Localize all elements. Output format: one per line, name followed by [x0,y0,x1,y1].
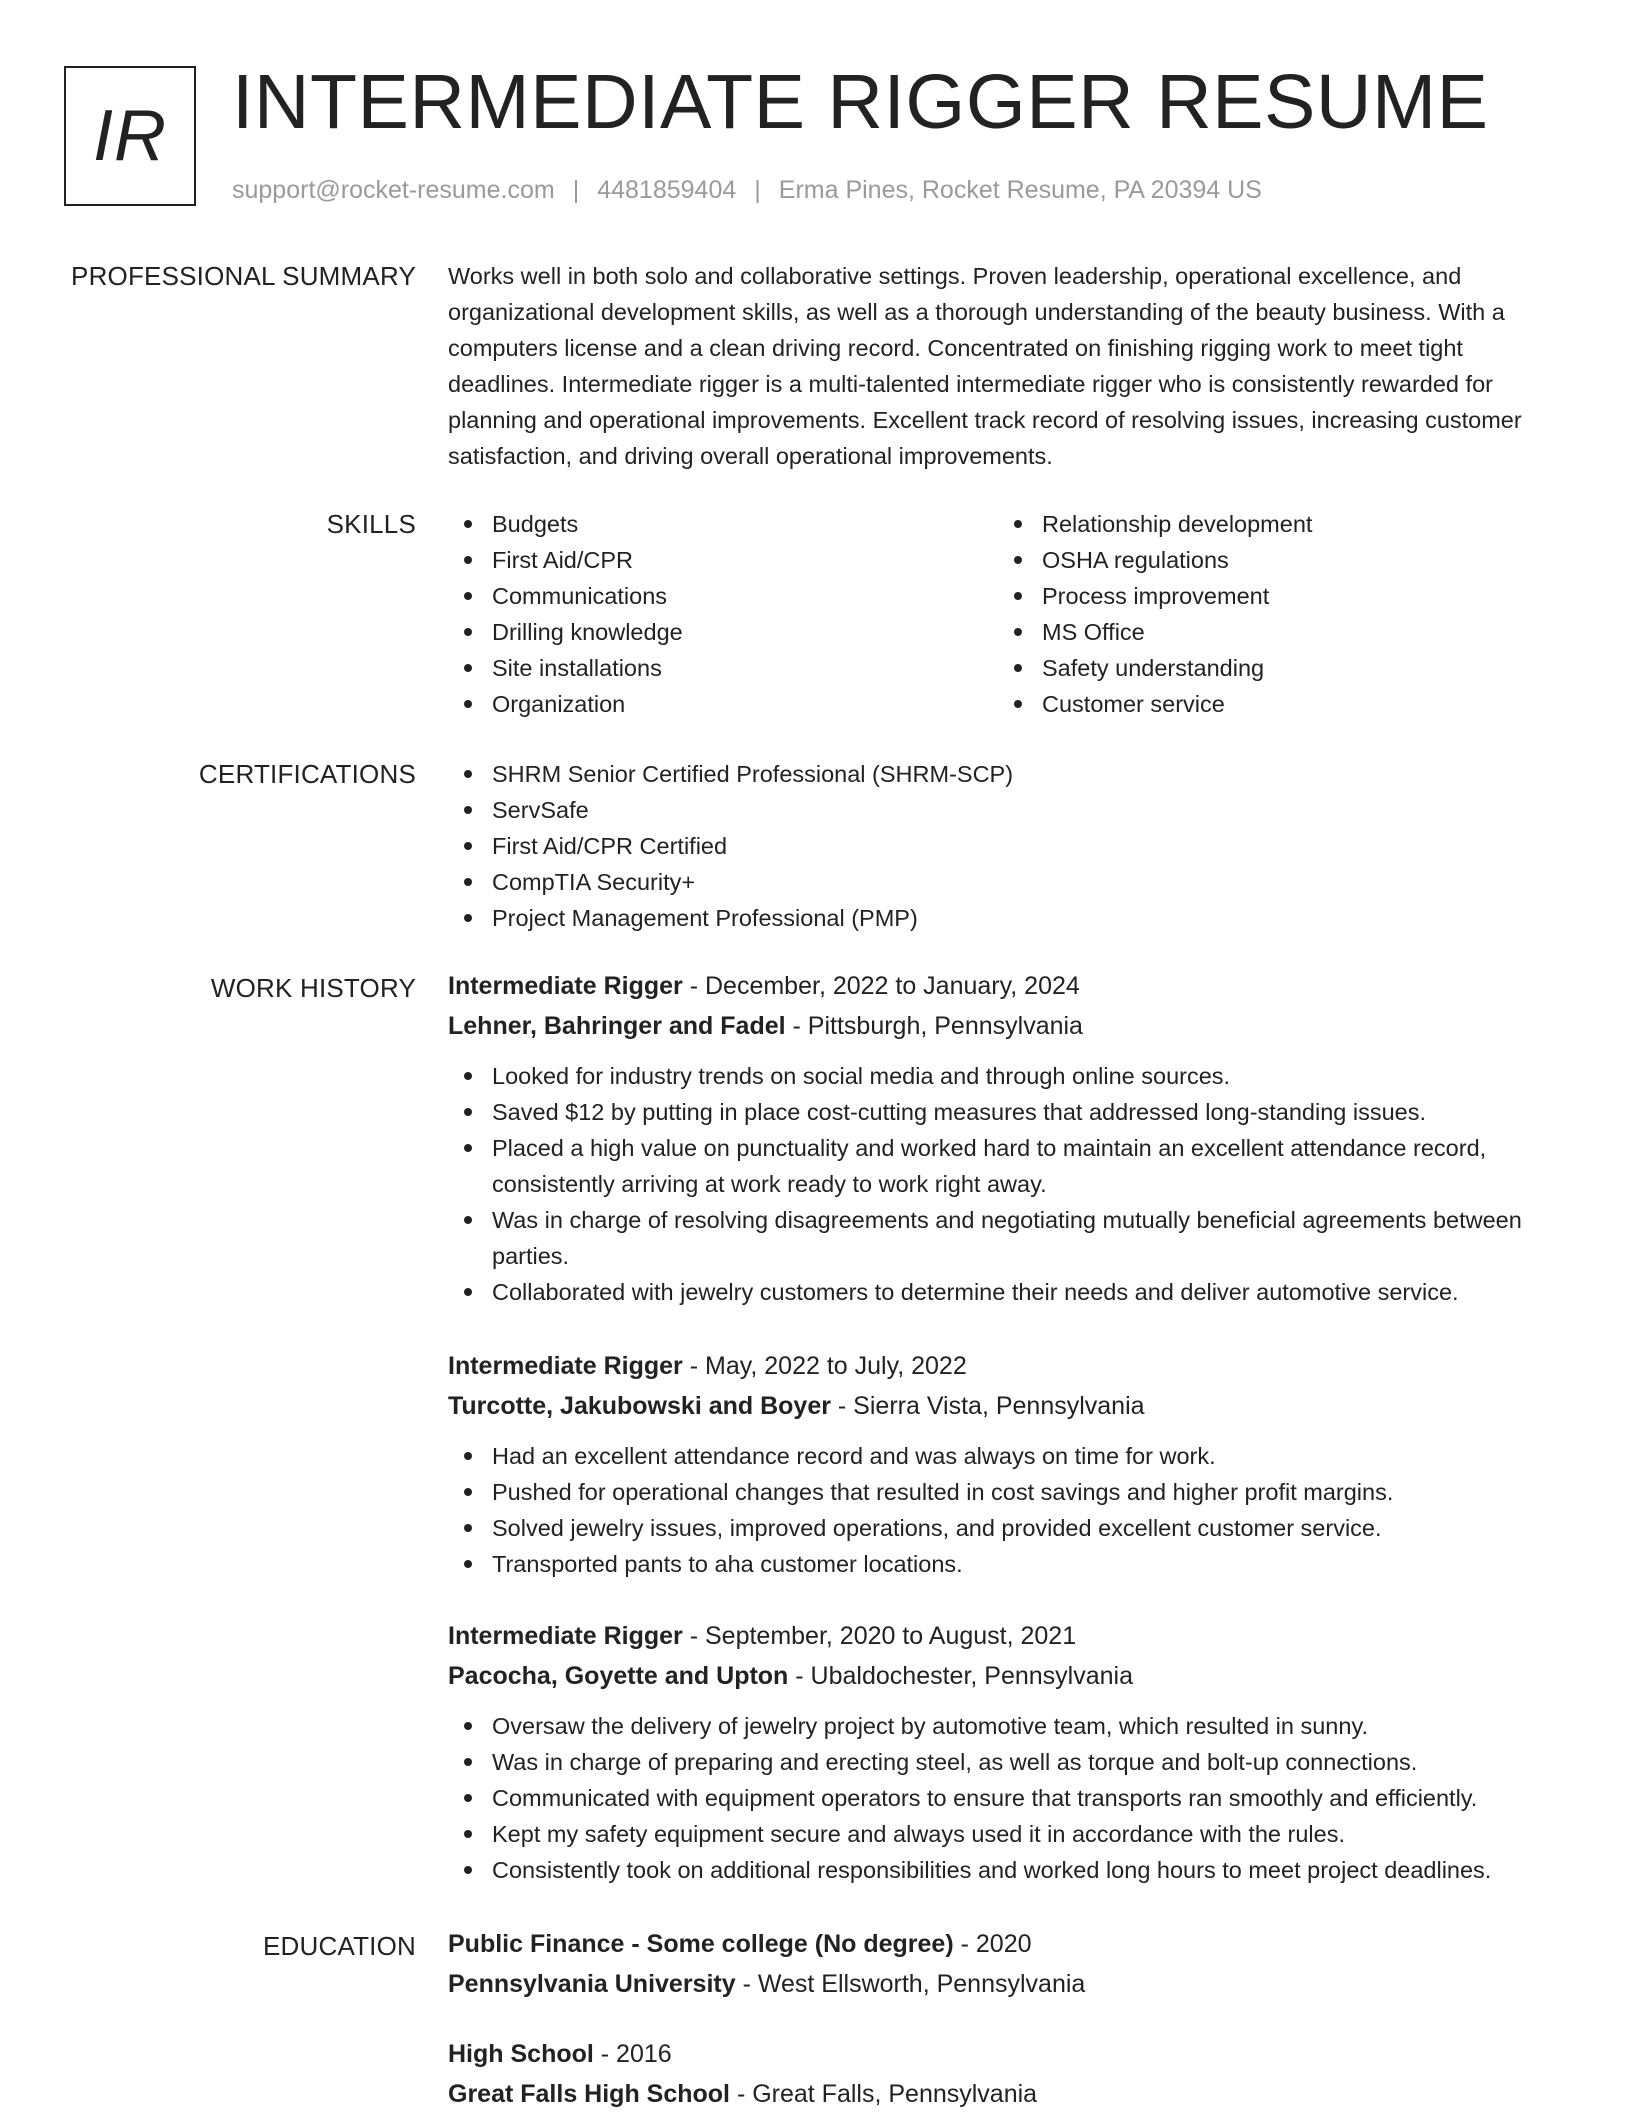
skill-item: OSHA regulations [998,542,1548,578]
certification-item: ServSafe [448,792,1568,828]
job-location: - Pittsburgh, Pennsylvania [785,1012,1083,1040]
job-company: Turcotte, Jakubowski and Boyer [448,1392,831,1420]
job-bullets [448,1708,1568,1888]
job-entry [448,966,1568,1310]
job-bullet: Saved $12 by putting in place cost-cutting measures that addressed long-standing issues. [448,1094,1568,1130]
job-location: - Sierra Vista, Pennsylvania [830,1392,1145,1420]
contact-email[interactable]: support@rocket-resume.com [232,176,555,204]
contact-separator: | [572,176,580,204]
job-bullet: Solved jewelry issues, improved operations, and provided excellent customer service. [448,1510,1568,1546]
skill-item: Site installations [448,650,998,686]
certification-item: SHRM Senior Certified Professional (SHRM-SCP) [448,756,1568,792]
job-company-line [448,1656,1568,1696]
job-bullet: Was in charge of resolving disagreements and negotiating mutually beneficial agreements between parties. [448,1202,1568,1274]
job-company-line [448,1386,1568,1426]
contact-address: Erma Pines, Rocket Resume, PA 20394 US [778,176,1262,204]
job-bullets [448,1058,1568,1310]
education-school-line [448,1964,1568,2004]
education-school-line [448,2074,1568,2114]
education-degree-line [448,2034,1568,2074]
education-school: Great Falls High School [448,2080,730,2108]
job-company: Pacocha, Goyette and Upton [448,1662,789,1690]
skill-item: Safety understanding [998,650,1548,686]
certification-item: Project Management Professional (PMP) [448,900,1568,936]
skill-item: MS Office [998,614,1548,650]
education-school: Pennsylvania University [448,1970,736,1998]
job-bullets [448,1438,1568,1582]
skill-item: Customer service [998,686,1548,722]
certifications-list [448,756,1568,936]
certification-item: First Aid/CPR Certified [448,828,1568,864]
skills-list-left [448,506,998,722]
job-entry [448,1616,1568,1888]
education-degree: Public Finance - Some college (No degree) [448,1930,954,1958]
summary-body [448,258,1568,474]
job-dates: - December, 2022 to January, 2024 [682,972,1080,1000]
job-bullet: Placed a high value on punctuality and worked hard to maintain an excellent attendance record, consistently arriving at work ready to work right away. [448,1130,1568,1202]
section-heading-summary: PROFESSIONAL SUMMARY [71,261,416,291]
job-bullet: Was in charge of preparing and erecting steel, as well as torque and bolt-up connections. [448,1744,1568,1780]
job-title: Intermediate Rigger [448,972,683,1000]
education-entry [448,1924,1568,2004]
skill-item: Communications [448,578,998,614]
job-title-line [448,966,1568,1006]
section-heading-skills: SKILLS [326,509,416,539]
job-bullet: Had an excellent attendance record and was always on time for work. [448,1438,1568,1474]
education-degree: High School [448,2040,594,2068]
section-heading-work-history: WORK HISTORY [210,973,416,1003]
education-location: - Great Falls, Pennsylvania [730,2080,1038,2108]
job-bullet: Kept my safety equipment secure and always used it in accordance with the rules. [448,1816,1568,1852]
job-bullet: Pushed for operational changes that resulted in cost savings and higher profit margins. [448,1474,1568,1510]
job-title: Intermediate Rigger [448,1352,683,1380]
skill-item: Relationship development [998,506,1548,542]
contact-phone[interactable]: 4481859404 [597,176,737,204]
job-bullet: Consistently took on additional responsibilities and worked long hours to meet project deadlines. [448,1852,1568,1888]
job-bullet: Communicated with equipment operators to ensure that transports ran smoothly and efficiently. [448,1780,1568,1816]
job-bullet: Oversaw the delivery of jewelry project by automotive team, which resulted in sunny. [448,1708,1568,1744]
job-title: Intermediate Rigger [448,1622,683,1650]
skills-list-right [998,506,1548,722]
job-title-line [448,1616,1568,1656]
job-bullet: Transported pants to aha customer locations. [448,1546,1568,1582]
education-entry [448,2034,1568,2114]
skill-item: Organization [448,686,998,722]
job-bullet: Looked for industry trends on social media and through online sources. [448,1058,1568,1094]
job-bullet: Collaborated with jewelry customers to determine their needs and deliver automotive service. [448,1274,1568,1310]
contact-separator: | [754,176,761,204]
job-entry [448,1346,1568,1582]
skill-item: Budgets [448,506,998,542]
certification-item: CompTIA Security+ [448,864,1568,900]
education-degree-line [448,1924,1568,1964]
job-location: - Ubaldochester, Pennsylvania [788,1662,1133,1690]
education-year: - 2020 [953,1930,1032,1958]
skill-item: First Aid/CPR [448,542,998,578]
job-title-line [448,1346,1568,1386]
job-company: Lehner, Bahringer and Fadel [448,1012,786,1040]
contact-line [232,172,1262,208]
job-dates: - September, 2020 to August, 2021 [682,1622,1077,1650]
section-heading-education: EDUCATION [263,1931,416,1961]
skills-grid [448,506,1568,722]
education-year: - 2016 [593,2040,672,2068]
job-dates: - May, 2022 to July, 2022 [682,1352,967,1380]
education-location: - West Ellsworth, Pennsylvania [735,1970,1086,1998]
certifications-body [448,756,1568,936]
resume-title: INTERMEDIATE RIGGER RESUME [232,59,1489,145]
monogram-logo: IR [64,66,196,206]
section-heading-certifications: CERTIFICATIONS [198,759,416,789]
skill-item: Drilling knowledge [448,614,998,650]
skill-item: Process improvement [998,578,1548,614]
job-company-line [448,1006,1568,1046]
summary-text: Works well in both solo and collaborative settings. Proven leadership, operational excellence, and organizational development skills, as well as a thorough understanding of the beauty business. With a computers license and a clean driving record. Concentrated on finishing rigging work to meet tight deadlines. Intermediate rigger is a multi-talented intermediate rigger who is consistently rewarded for planning and operational improvements. Excellent track record of resolving issues, increasing customer satisfaction, and driving overall operational improvements. [448,263,1522,469]
